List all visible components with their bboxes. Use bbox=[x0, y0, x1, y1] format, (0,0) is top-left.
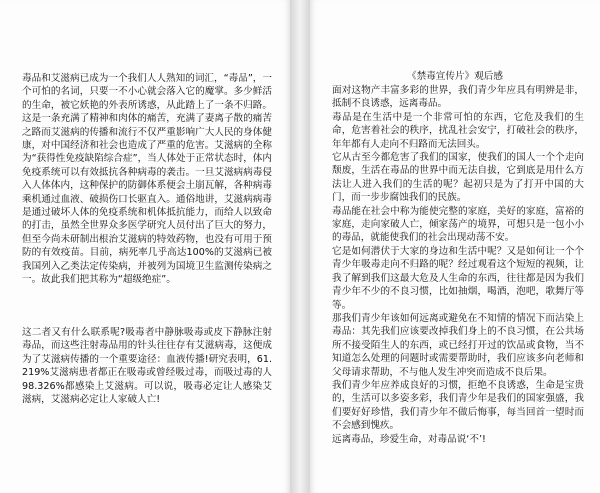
essay-paragraph: 我们青少年应养成良好的习惯，拒绝不良诱惑，生命是宝贵的，生活可以多姿多彩，我们青少年是我们的国家强盛，我们要好好珍惜，我们青少年不做后悔事，每当回首一望时而不会感到愧疚。 bbox=[332, 379, 584, 432]
essay-paragraph: 远离毒品，珍爱生命，对毒品说‘不’! bbox=[332, 433, 486, 445]
essay-paragraph: 它是如何潜伏于大家的身边和生活中呢？又是如何让一个个青少年吸毒走向不归路的呢？经过观看这个短短的视频，让我了解到我们这最大危及人生命的东西，往往都是因为我们青少年不少的不良习惯，比如抽烟，喝酒，泡吧，歌舞厅等等。 bbox=[332, 245, 584, 311]
left-paragraph-2: 这二者又有什么联系呢?吸毒者中静脉吸毒或皮下静脉注射毒品，而这些注射毒品用的针头往往存有艾滋病毒，这便成为了艾滋病传播的一个重要途径：血液传播!研究表明，61.219%艾滋病患者都正在吸毒或曾经吸过毒，而吸过毒的人98.326%都感染上艾滋病。可以说，吸毒必定让人感染艾滋病，艾滋病必定让人家破人亡! bbox=[22, 327, 272, 406]
right-page bbox=[310, 0, 600, 493]
essay-paragraph: 它从古至今都危害了我们的国家，使我们的国人一个个走向颓废，生活在毒品的世界中而无法自拔，它到底是用什么方法让人进入我们的生活的呢？起初只是为了打开中国的大门，而一步步腐蚀我们的民族。 bbox=[332, 152, 584, 204]
essay-paragraph: 毒品是在生活中是一个非常可怕的东西，它危及我们的生命，危害着社会的秩序，扰乱社会安宁，打破社会的秩序，年年都有人走向不归路而无法回头。 bbox=[332, 111, 584, 150]
essay-body bbox=[332, 84, 584, 446]
essay-title: 《禁毒宣传片》观后感 bbox=[407, 71, 503, 82]
page-gutter bbox=[290, 0, 310, 493]
essay-paragraph: 面对这物产丰富多彩的世界，我们青少年应具有明辨是非，抵制不良诱惑，远离毒品。 bbox=[332, 85, 584, 110]
essay-paragraph: 那我们青少年该如何远离或避免在不知情的情况下而沾染上毒品：其先我们应该要改掉我们身上的不良习惯，在公共场所不接受陌生人的东西，或已经打开过的饮品或食物，当不知道怎么处理的问题时或需要帮助时，我们应该多向老师和父母请求帮助，不与他人发生冲突而造成不良后果。 bbox=[332, 312, 584, 378]
essay-paragraph: 毒品能在社会中称为能使完整的家庭，美好的家庭，富裕的家庭，走向家破人亡，倾家荡产的境界，可想只是一包小小的毒品，就能使我们的社会出现动荡不安。 bbox=[332, 205, 584, 244]
left-paragraph-1: 毒品和艾滋病已成为一个我们人人熟知的词汇，“毒品”，一个可怕的名词，只要一不小心就会落入它的魔掌。多少鲜活的生命，被它妖艳的外表所诱惑，从此踏上了一条不归路。这是一条充满了精神和肉体的痛苦，充满了妻离子散的痛苦之路而艾滋病的传播和流行不仅严重影响广大人民的身体健康，对中国经济和社会也造成了严重的危害。艾滋病的全称为“获得性免疫缺陷综合症”，当人体处于正常状态时，体内免疫系统可以有效抵抗各种病毒的袭击。一旦艾滋病病毒侵入人体体内，这种保护的防御体系便会土崩瓦解，各种病毒乘机通过血液、破损伤口长驱直入。通俗地讲，艾滋病病毒是通过破坏人体的免疫系统和机体抵抗能力，而给人以致命的打击，虽然全世界众多医学研究人员付出了巨大的努力，但至今尚未研制出根治艾滋病的特效药物，也没有可用于预防的有效疫苗。目前，病死率几乎高达100%的艾滋病已被我国列入乙类法定传染病，并被列为国境卫生监测传染病之一。故此我们把其称为“超级绝症”。 bbox=[22, 73, 272, 286]
left-page bbox=[0, 0, 290, 493]
